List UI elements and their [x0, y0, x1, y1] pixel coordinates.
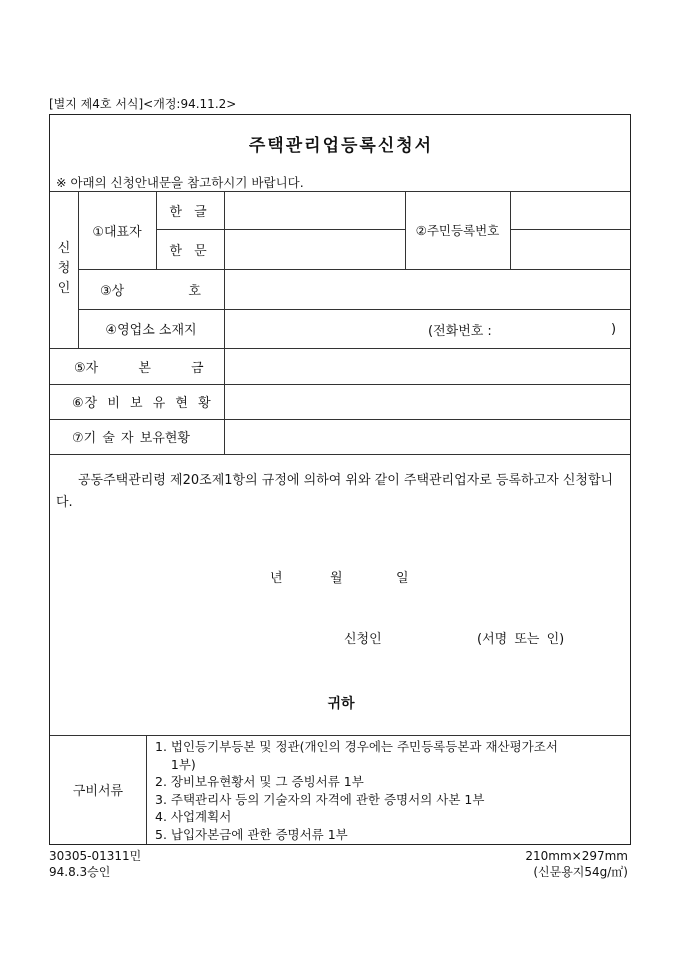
date-month: 월: [330, 571, 343, 586]
required-docs-list: [155, 738, 558, 843]
approval-date: 94.8.3승인: [49, 865, 111, 879]
technician-label: ⑦기 술 자 보유현황: [72, 431, 190, 446]
paper-size: 210mm×297mm: [525, 849, 628, 863]
representative-label: ①대표자: [92, 224, 142, 240]
list-item: 2. 장비보유현황서 및 그 증빙서류 1부: [155, 774, 364, 789]
technician-field[interactable]: [225, 420, 629, 454]
capital-field[interactable]: [225, 349, 629, 384]
sign-or-seal-label: (서명 또는 인): [477, 632, 565, 647]
equipment-label: ⑥장 비 보 유 현 황: [72, 396, 212, 411]
phone-close: ): [611, 321, 617, 337]
list-item: 5. 납입자본금에 관한 증명서류 1부: [155, 826, 348, 842]
date-day: 일: [396, 571, 409, 586]
applicant-sign-label: 신청인: [344, 632, 382, 647]
footer-left: [49, 848, 141, 880]
representative-hangul-field[interactable]: [225, 192, 405, 229]
list-item: 3. 주택관리사 등의 기술자의 자격에 관한 증명서의 사본 1부: [155, 791, 485, 807]
application-statement: 공동주택관리령 제20조제1항의 규정에 의하여 위와 같이 주택관리업자로 등록하고자 신청합니다.: [56, 473, 614, 510]
trade-name-label: ③상 호: [100, 283, 201, 299]
applicant-section-label: 신 청 인: [57, 241, 71, 296]
office-location-field[interactable]: [225, 310, 629, 348]
list-item: 1부): [155, 756, 196, 772]
application-form: [49, 114, 631, 845]
capital-label: ⑤자 본 금: [74, 360, 204, 376]
office-location-label: ④영업소 소재지: [105, 323, 197, 338]
equipment-field[interactable]: [225, 385, 629, 419]
trade-name-field[interactable]: [225, 270, 629, 309]
hangul-label: 한 글: [169, 204, 211, 220]
footer-right: [525, 848, 628, 880]
resident-number-label: ②주민등록번호: [415, 223, 500, 238]
list-item: 4. 사업계획서: [155, 809, 232, 824]
form-header-note: [별지 제4호 서식]<개정:94.11.2>: [49, 97, 237, 111]
representative-hanmun-field[interactable]: [225, 230, 405, 269]
paper-type: (신문용지54g/㎡): [533, 865, 628, 879]
required-docs-label: 구비서류: [72, 784, 124, 799]
addressee: 귀하: [327, 696, 355, 712]
date-year: 년: [270, 571, 283, 586]
notice-text: ※ 아래의 신청안내문을 참고하시기 바랍니다.: [56, 175, 304, 190]
form-code: 30305-01311민: [49, 849, 142, 863]
phone-label: (전화번호 :: [428, 323, 492, 339]
divider: [50, 454, 630, 455]
hanmun-label: 한 문: [169, 243, 211, 259]
form-title: 주택관리업등록신청서: [248, 136, 434, 156]
divider: [146, 735, 147, 844]
list-item: 1. 법인등기부등본 및 정관(개인의 경우에는 주민등록등본과 재산평가조서: [155, 739, 558, 754]
resident-number-field[interactable]: [511, 192, 629, 268]
